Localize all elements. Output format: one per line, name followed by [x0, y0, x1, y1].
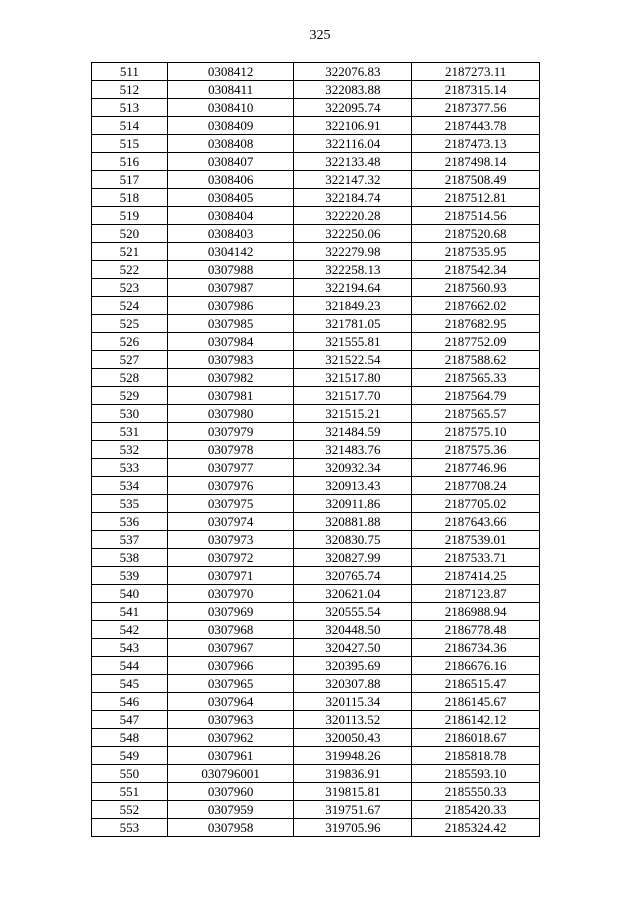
point-id-cell: 0307968 [167, 621, 294, 639]
y-coordinate-cell: 2187539.01 [412, 531, 540, 549]
table-row [92, 261, 540, 279]
table-row [92, 189, 540, 207]
point-id-cell: 0307969 [167, 603, 294, 621]
row-index-cell: 535 [92, 495, 168, 513]
row-index-cell: 545 [92, 675, 168, 693]
table-row [92, 135, 540, 153]
x-coordinate-cell: 322250.06 [294, 225, 412, 243]
y-coordinate-cell: 2187564.79 [412, 387, 540, 405]
point-id-cell: 0307979 [167, 423, 294, 441]
x-coordinate-cell: 322076.83 [294, 63, 412, 81]
point-id-cell: 0307973 [167, 531, 294, 549]
x-coordinate-cell: 320765.74 [294, 567, 412, 585]
y-coordinate-cell: 2187575.36 [412, 441, 540, 459]
y-coordinate-cell: 2186988.94 [412, 603, 540, 621]
table-row [92, 639, 540, 657]
table-row [92, 315, 540, 333]
point-id-cell: 0308412 [167, 63, 294, 81]
point-id-cell: 0307972 [167, 549, 294, 567]
table-row [92, 459, 540, 477]
y-coordinate-cell: 2187498.14 [412, 153, 540, 171]
x-coordinate-cell: 322095.74 [294, 99, 412, 117]
table-row [92, 351, 540, 369]
row-index-cell: 533 [92, 459, 168, 477]
y-coordinate-cell: 2187643.66 [412, 513, 540, 531]
table-row [92, 369, 540, 387]
y-coordinate-cell: 2185818.78 [412, 747, 540, 765]
table-row [92, 477, 540, 495]
x-coordinate-cell: 321555.81 [294, 333, 412, 351]
x-coordinate-cell: 320827.99 [294, 549, 412, 567]
table-row [92, 819, 540, 837]
table-row [92, 513, 540, 531]
table-row [92, 297, 540, 315]
point-id-cell: 0307971 [167, 567, 294, 585]
y-coordinate-cell: 2187508.49 [412, 171, 540, 189]
x-coordinate-cell: 321483.76 [294, 441, 412, 459]
y-coordinate-cell: 2187315.14 [412, 81, 540, 99]
x-coordinate-cell: 322133.48 [294, 153, 412, 171]
point-id-cell: 0307983 [167, 351, 294, 369]
y-coordinate-cell: 2186145.67 [412, 693, 540, 711]
table-row [92, 171, 540, 189]
x-coordinate-cell: 320881.88 [294, 513, 412, 531]
y-coordinate-cell: 2187123.87 [412, 585, 540, 603]
table-row [92, 333, 540, 351]
row-index-cell: 532 [92, 441, 168, 459]
point-id-cell: 0308405 [167, 189, 294, 207]
row-index-cell: 519 [92, 207, 168, 225]
point-id-cell: 0307970 [167, 585, 294, 603]
table-row [92, 225, 540, 243]
x-coordinate-cell: 319836.91 [294, 765, 412, 783]
table-row [92, 675, 540, 693]
y-coordinate-cell: 2187273.11 [412, 63, 540, 81]
y-coordinate-cell: 2187752.09 [412, 333, 540, 351]
point-id-cell: 030796001 [167, 765, 294, 783]
y-coordinate-cell: 2185420.33 [412, 801, 540, 819]
point-id-cell: 0307961 [167, 747, 294, 765]
point-id-cell: 0307959 [167, 801, 294, 819]
x-coordinate-cell: 322147.32 [294, 171, 412, 189]
x-coordinate-cell: 322258.13 [294, 261, 412, 279]
y-coordinate-cell: 2187473.13 [412, 135, 540, 153]
y-coordinate-cell: 2187565.33 [412, 369, 540, 387]
y-coordinate-cell: 2187514.56 [412, 207, 540, 225]
row-index-cell: 527 [92, 351, 168, 369]
x-coordinate-cell: 321522.54 [294, 351, 412, 369]
table-row [92, 279, 540, 297]
row-index-cell: 536 [92, 513, 168, 531]
row-index-cell: 537 [92, 531, 168, 549]
y-coordinate-cell: 2187443.78 [412, 117, 540, 135]
y-coordinate-cell: 2187535.95 [412, 243, 540, 261]
y-coordinate-cell: 2187708.24 [412, 477, 540, 495]
table-row [92, 441, 540, 459]
point-id-cell: 0307958 [167, 819, 294, 837]
point-id-cell: 0307978 [167, 441, 294, 459]
row-index-cell: 548 [92, 729, 168, 747]
row-index-cell: 525 [92, 315, 168, 333]
y-coordinate-cell: 2187565.57 [412, 405, 540, 423]
y-coordinate-cell: 2187377.56 [412, 99, 540, 117]
coordinates-table [91, 62, 540, 837]
x-coordinate-cell: 322184.74 [294, 189, 412, 207]
point-id-cell: 0308411 [167, 81, 294, 99]
y-coordinate-cell: 2187414.25 [412, 567, 540, 585]
row-index-cell: 551 [92, 783, 168, 801]
point-id-cell: 0307967 [167, 639, 294, 657]
point-id-cell: 0307987 [167, 279, 294, 297]
row-index-cell: 534 [92, 477, 168, 495]
y-coordinate-cell: 2186018.67 [412, 729, 540, 747]
x-coordinate-cell: 320448.50 [294, 621, 412, 639]
x-coordinate-cell: 320307.88 [294, 675, 412, 693]
table-row [92, 495, 540, 513]
table-row [92, 765, 540, 783]
y-coordinate-cell: 2186778.48 [412, 621, 540, 639]
row-index-cell: 514 [92, 117, 168, 135]
point-id-cell: 0308410 [167, 99, 294, 117]
row-index-cell: 542 [92, 621, 168, 639]
x-coordinate-cell: 320913.43 [294, 477, 412, 495]
point-id-cell: 0307964 [167, 693, 294, 711]
x-coordinate-cell: 322083.88 [294, 81, 412, 99]
row-index-cell: 539 [92, 567, 168, 585]
point-id-cell: 0307977 [167, 459, 294, 477]
row-index-cell: 530 [92, 405, 168, 423]
table-row [92, 621, 540, 639]
table-row [92, 729, 540, 747]
table-row [92, 801, 540, 819]
table-row [92, 603, 540, 621]
x-coordinate-cell: 320050.43 [294, 729, 412, 747]
table-row [92, 747, 540, 765]
x-coordinate-cell: 321515.21 [294, 405, 412, 423]
row-index-cell: 526 [92, 333, 168, 351]
y-coordinate-cell: 2187542.34 [412, 261, 540, 279]
point-id-cell: 0307976 [167, 477, 294, 495]
x-coordinate-cell: 319815.81 [294, 783, 412, 801]
point-id-cell: 0307981 [167, 387, 294, 405]
x-coordinate-cell: 321484.59 [294, 423, 412, 441]
table-row [92, 423, 540, 441]
point-id-cell: 0304142 [167, 243, 294, 261]
point-id-cell: 0307980 [167, 405, 294, 423]
row-index-cell: 546 [92, 693, 168, 711]
point-id-cell: 0307962 [167, 729, 294, 747]
x-coordinate-cell: 320555.54 [294, 603, 412, 621]
y-coordinate-cell: 2187560.93 [412, 279, 540, 297]
row-index-cell: 553 [92, 819, 168, 837]
point-id-cell: 0307982 [167, 369, 294, 387]
row-index-cell: 521 [92, 243, 168, 261]
table-row [92, 549, 540, 567]
row-index-cell: 524 [92, 297, 168, 315]
row-index-cell: 520 [92, 225, 168, 243]
table-body [92, 63, 540, 837]
x-coordinate-cell: 321517.80 [294, 369, 412, 387]
row-index-cell: 515 [92, 135, 168, 153]
x-coordinate-cell: 319948.26 [294, 747, 412, 765]
y-coordinate-cell: 2187705.02 [412, 495, 540, 513]
row-index-cell: 528 [92, 369, 168, 387]
x-coordinate-cell: 319751.67 [294, 801, 412, 819]
y-coordinate-cell: 2186676.16 [412, 657, 540, 675]
table-row [92, 783, 540, 801]
row-index-cell: 540 [92, 585, 168, 603]
x-coordinate-cell: 321849.23 [294, 297, 412, 315]
point-id-cell: 0308406 [167, 171, 294, 189]
x-coordinate-cell: 319705.96 [294, 819, 412, 837]
x-coordinate-cell: 322106.91 [294, 117, 412, 135]
row-index-cell: 522 [92, 261, 168, 279]
y-coordinate-cell: 2186142.12 [412, 711, 540, 729]
row-index-cell: 550 [92, 765, 168, 783]
row-index-cell: 543 [92, 639, 168, 657]
x-coordinate-cell: 320932.34 [294, 459, 412, 477]
point-id-cell: 0307986 [167, 297, 294, 315]
table-row [92, 693, 540, 711]
y-coordinate-cell: 2187662.02 [412, 297, 540, 315]
table-row [92, 63, 540, 81]
y-coordinate-cell: 2187575.10 [412, 423, 540, 441]
row-index-cell: 512 [92, 81, 168, 99]
row-index-cell: 523 [92, 279, 168, 297]
row-index-cell: 516 [92, 153, 168, 171]
table-row [92, 81, 540, 99]
table-row [92, 387, 540, 405]
table-row [92, 117, 540, 135]
x-coordinate-cell: 321517.70 [294, 387, 412, 405]
table-row [92, 207, 540, 225]
x-coordinate-cell: 322116.04 [294, 135, 412, 153]
row-index-cell: 538 [92, 549, 168, 567]
row-index-cell: 529 [92, 387, 168, 405]
x-coordinate-cell: 320113.52 [294, 711, 412, 729]
y-coordinate-cell: 2186734.36 [412, 639, 540, 657]
row-index-cell: 513 [92, 99, 168, 117]
point-id-cell: 0307966 [167, 657, 294, 675]
x-coordinate-cell: 320621.04 [294, 585, 412, 603]
row-index-cell: 547 [92, 711, 168, 729]
table-row [92, 99, 540, 117]
page-number: 325 [309, 28, 331, 43]
table-row [92, 657, 540, 675]
table-row [92, 567, 540, 585]
x-coordinate-cell: 320830.75 [294, 531, 412, 549]
y-coordinate-cell: 2187746.96 [412, 459, 540, 477]
point-id-cell: 0308407 [167, 153, 294, 171]
y-coordinate-cell: 2187533.71 [412, 549, 540, 567]
point-id-cell: 0307988 [167, 261, 294, 279]
point-id-cell: 0307984 [167, 333, 294, 351]
row-index-cell: 517 [92, 171, 168, 189]
row-index-cell: 511 [92, 63, 168, 81]
row-index-cell: 552 [92, 801, 168, 819]
row-index-cell: 541 [92, 603, 168, 621]
y-coordinate-cell: 2186515.47 [412, 675, 540, 693]
y-coordinate-cell: 2187588.62 [412, 351, 540, 369]
table-row [92, 711, 540, 729]
row-index-cell: 549 [92, 747, 168, 765]
point-id-cell: 0307965 [167, 675, 294, 693]
point-id-cell: 0308404 [167, 207, 294, 225]
x-coordinate-cell: 320911.86 [294, 495, 412, 513]
table-row [92, 585, 540, 603]
x-coordinate-cell: 322194.64 [294, 279, 412, 297]
point-id-cell: 0308408 [167, 135, 294, 153]
point-id-cell: 0307985 [167, 315, 294, 333]
y-coordinate-cell: 2185550.33 [412, 783, 540, 801]
table-row [92, 531, 540, 549]
x-coordinate-cell: 322220.28 [294, 207, 412, 225]
point-id-cell: 0308409 [167, 117, 294, 135]
row-index-cell: 544 [92, 657, 168, 675]
x-coordinate-cell: 320395.69 [294, 657, 412, 675]
y-coordinate-cell: 2187512.81 [412, 189, 540, 207]
point-id-cell: 0308403 [167, 225, 294, 243]
row-index-cell: 518 [92, 189, 168, 207]
y-coordinate-cell: 2185324.42 [412, 819, 540, 837]
point-id-cell: 0307974 [167, 513, 294, 531]
y-coordinate-cell: 2187520.68 [412, 225, 540, 243]
table-row [92, 153, 540, 171]
x-coordinate-cell: 320427.50 [294, 639, 412, 657]
table-row [92, 243, 540, 261]
x-coordinate-cell: 320115.34 [294, 693, 412, 711]
row-index-cell: 531 [92, 423, 168, 441]
x-coordinate-cell: 321781.05 [294, 315, 412, 333]
y-coordinate-cell: 2185593.10 [412, 765, 540, 783]
x-coordinate-cell: 322279.98 [294, 243, 412, 261]
point-id-cell: 0307960 [167, 783, 294, 801]
y-coordinate-cell: 2187682.95 [412, 315, 540, 333]
point-id-cell: 0307963 [167, 711, 294, 729]
table-row [92, 405, 540, 423]
point-id-cell: 0307975 [167, 495, 294, 513]
